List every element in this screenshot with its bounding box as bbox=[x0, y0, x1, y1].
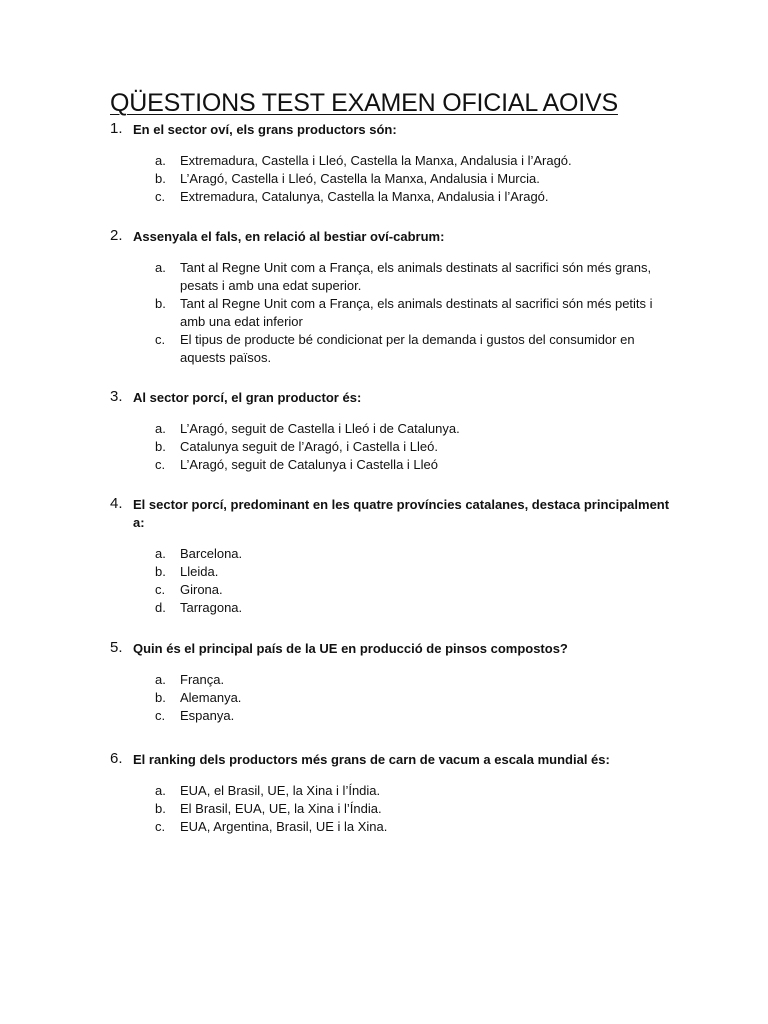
option-text: EUA, el Brasil, UE, la Xina i l’Índia. bbox=[180, 783, 381, 798]
question-text: Al sector porcí, el gran productor és: bbox=[133, 390, 362, 405]
option-text: Extremadura, Catalunya, Castella la Manxa, Andalusia i l’Aragó. bbox=[180, 189, 549, 204]
answer-option bbox=[110, 545, 670, 563]
option-letter: d. bbox=[155, 600, 166, 615]
option-text: L’Aragó, seguit de Castella i Lleó i de Catalunya. bbox=[180, 421, 460, 436]
answer-option bbox=[110, 563, 670, 581]
option-text: França. bbox=[180, 672, 225, 687]
option-letter: a. bbox=[155, 421, 166, 436]
option-letter: c. bbox=[155, 819, 166, 834]
question-text: El ranking dels productors més grans de carn de vacum a escala mundial és: bbox=[133, 752, 610, 767]
question-text: Quin és el principal país de la UE en producció de pinsos compostos? bbox=[133, 641, 568, 656]
option-letter: c. bbox=[155, 708, 166, 723]
option-letter: a. bbox=[155, 672, 166, 687]
option-letter: c. bbox=[155, 332, 166, 347]
question-header bbox=[110, 751, 670, 769]
option-text: Tarragona. bbox=[180, 600, 243, 615]
answer-options bbox=[110, 420, 670, 474]
answer-options bbox=[110, 671, 670, 725]
option-text: Girona. bbox=[180, 582, 223, 597]
option-letter: b. bbox=[155, 564, 166, 579]
option-letter: a. bbox=[155, 153, 166, 168]
option-text: Tant al Regne Unit com a França, els animals destinats al sacrifici són més grans, pesats i amb una edat superior. bbox=[180, 260, 652, 293]
question-3 bbox=[110, 389, 670, 474]
option-letter: a. bbox=[155, 546, 166, 561]
question-header bbox=[110, 389, 670, 407]
question-number: 3. bbox=[110, 388, 123, 405]
option-letter: b. bbox=[155, 296, 166, 311]
question-number: 5. bbox=[110, 639, 123, 656]
question-5 bbox=[110, 640, 670, 725]
question-number: 6. bbox=[110, 750, 123, 767]
answer-option bbox=[110, 782, 670, 800]
option-letter: b. bbox=[155, 690, 166, 705]
question-header bbox=[110, 640, 670, 658]
answer-options bbox=[110, 152, 670, 206]
question-text: En el sector oví, els grans productors són: bbox=[133, 122, 397, 137]
option-letter: c. bbox=[155, 582, 166, 597]
option-letter: b. bbox=[155, 801, 166, 816]
answer-option bbox=[110, 259, 670, 295]
answer-option bbox=[110, 188, 670, 206]
answer-option bbox=[110, 818, 670, 836]
option-letter: c. bbox=[155, 457, 166, 472]
option-text: Alemanya. bbox=[180, 690, 242, 705]
question-header bbox=[110, 228, 670, 246]
question-2 bbox=[110, 228, 670, 367]
option-letter: a. bbox=[155, 783, 166, 798]
option-text: Lleida. bbox=[180, 564, 219, 579]
option-text: L’Aragó, seguit de Catalunya i Castella i Lleó bbox=[180, 457, 438, 472]
question-4 bbox=[110, 496, 670, 617]
option-text: Extremadura, Castella i Lleó, Castella la Manxa, Andalusia i l’Aragó. bbox=[180, 153, 572, 168]
option-text: El Brasil, EUA, UE, la Xina i l’Índia. bbox=[180, 801, 382, 816]
answer-option bbox=[110, 800, 670, 818]
question-6 bbox=[110, 751, 670, 836]
answer-option bbox=[110, 295, 670, 331]
answer-option bbox=[110, 152, 670, 170]
question-number: 2. bbox=[110, 227, 123, 244]
option-text: Barcelona. bbox=[180, 546, 243, 561]
answer-option bbox=[110, 456, 670, 474]
option-letter: b. bbox=[155, 171, 166, 186]
option-text: Catalunya seguit de l’Aragó, i Castella i Lleó. bbox=[180, 439, 438, 454]
answer-options bbox=[110, 545, 670, 617]
answer-option bbox=[110, 671, 670, 689]
option-text: L’Aragó, Castella i Lleó, Castella la Manxa, Andalusia i Murcia. bbox=[180, 171, 540, 186]
answer-option bbox=[110, 438, 670, 456]
option-text: EUA, Argentina, Brasil, UE i la Xina. bbox=[180, 819, 388, 834]
option-letter: a. bbox=[155, 260, 166, 275]
answer-option bbox=[110, 420, 670, 438]
document-title: QÜESTIONS TEST EXAMEN OFICIAL AOIVS bbox=[110, 89, 618, 117]
answer-option bbox=[110, 581, 670, 599]
answer-option bbox=[110, 170, 670, 188]
answer-option bbox=[110, 599, 670, 617]
question-header bbox=[110, 496, 670, 532]
question-text: El sector porcí, predominant en les quatre províncies catalanes, destaca principalment a: bbox=[133, 497, 670, 530]
question-1 bbox=[110, 121, 670, 206]
question-header bbox=[110, 121, 670, 139]
question-number: 4. bbox=[110, 495, 123, 512]
answer-option bbox=[110, 331, 670, 367]
answer-options bbox=[110, 782, 670, 836]
question-number: 1. bbox=[110, 120, 123, 137]
option-text: Tant al Regne Unit com a França, els animals destinats al sacrifici són més petits i amb una edat inferior bbox=[180, 296, 653, 329]
question-text: Assenyala el fals, en relació al bestiar oví-cabrum: bbox=[133, 229, 445, 244]
answer-option bbox=[110, 689, 670, 707]
option-letter: b. bbox=[155, 439, 166, 454]
option-letter: c. bbox=[155, 189, 166, 204]
answer-options bbox=[110, 259, 670, 367]
option-text: El tipus de producte bé condicionat per la demanda i gustos del consumidor en aquests països. bbox=[180, 332, 635, 365]
option-text: Espanya. bbox=[180, 708, 235, 723]
answer-option bbox=[110, 707, 670, 725]
